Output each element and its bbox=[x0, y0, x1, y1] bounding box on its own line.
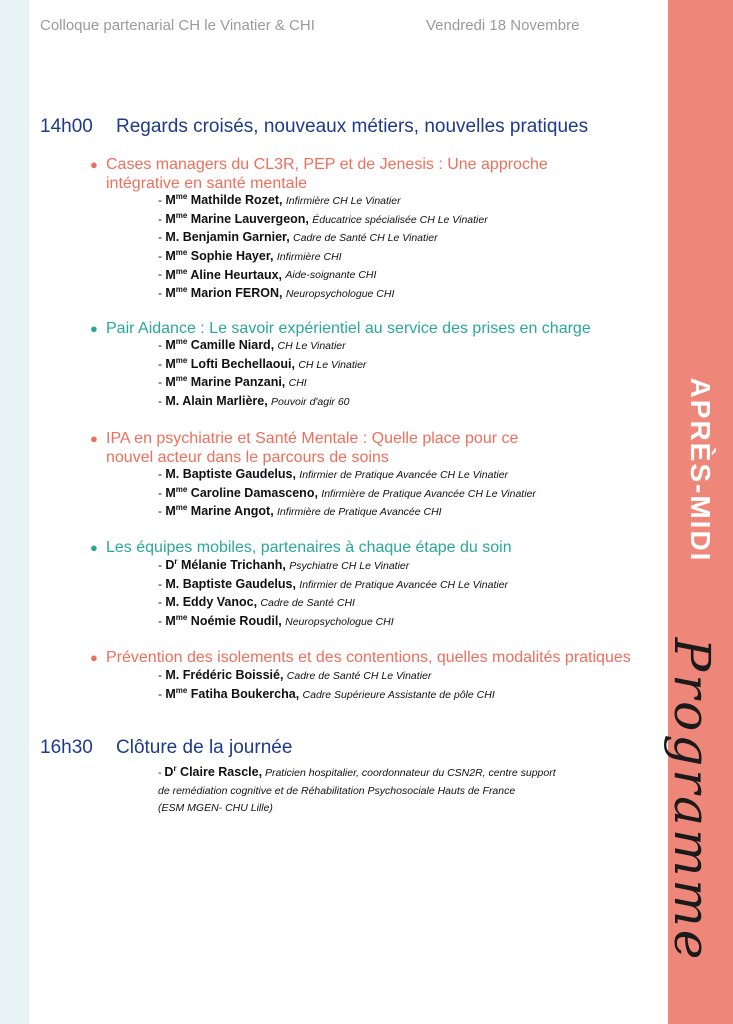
dash: - bbox=[158, 393, 162, 408]
speaker-title: M bbox=[165, 193, 176, 208]
topic-title-line: IPA en psychiatrie et Santé Mentale : Quelle place pour ce bbox=[106, 430, 519, 447]
speaker-fullname: Aline Heurtaux, bbox=[187, 267, 283, 282]
dash: - bbox=[158, 267, 162, 282]
speaker-list bbox=[158, 466, 536, 522]
speaker-title-sup: me bbox=[175, 337, 188, 346]
speaker-name bbox=[164, 765, 262, 779]
bullet-icon: ● bbox=[90, 540, 98, 555]
topic-ipa-psychiatrie bbox=[90, 429, 518, 467]
speaker-title-sup: me bbox=[175, 484, 188, 494]
speaker-fullname: Marine Angot, bbox=[187, 504, 274, 519]
speaker-title-sup: me bbox=[175, 503, 188, 513]
speaker-name bbox=[165, 357, 295, 371]
header-event-name: Colloque partenarial CH le Vinatier & CHI bbox=[40, 17, 315, 34]
speaker-name bbox=[165, 595, 257, 609]
page-header bbox=[40, 17, 640, 37]
dash: - bbox=[158, 485, 162, 500]
speaker-name bbox=[165, 249, 273, 263]
speaker-item bbox=[158, 485, 536, 504]
speaker-title: M bbox=[165, 211, 176, 226]
slot-time: 14h00 bbox=[40, 116, 93, 137]
speaker-role: Infirmière de Pratique Avancée CH Le Vinatier bbox=[321, 487, 536, 500]
speaker-role-line: Praticien hospitalier, coordonnateur du CSN2R, centre support bbox=[264, 767, 556, 780]
speaker-role: CH Le Vinatier bbox=[277, 340, 346, 353]
speaker-title: M bbox=[165, 504, 176, 519]
speaker-title: M bbox=[165, 267, 176, 282]
speaker-role: Psychiatre CH Le Vinatier bbox=[289, 560, 410, 573]
dash: - bbox=[158, 193, 162, 208]
speaker-item bbox=[158, 192, 488, 211]
speaker-title: M bbox=[165, 338, 176, 353]
speaker-title: M bbox=[165, 485, 176, 500]
dash: - bbox=[158, 211, 162, 226]
dash: - bbox=[158, 668, 162, 683]
topic-case-managers bbox=[90, 155, 548, 193]
speaker-fullname: Camille Niard, bbox=[187, 338, 275, 353]
speaker-role: Cadre de Santé CH Le Vinatier bbox=[293, 232, 438, 245]
dash: - bbox=[158, 230, 162, 245]
speaker-role-line: de remédiation cognitive et de Réhabilitation Psychosociale Hauts de France bbox=[158, 784, 516, 797]
speaker-title: M. bbox=[165, 668, 180, 683]
speaker-fullname: Sophie Hayer, bbox=[187, 248, 274, 263]
speaker-item bbox=[158, 266, 488, 285]
speaker-list bbox=[158, 192, 488, 304]
speaker-name bbox=[165, 687, 299, 701]
speaker-item bbox=[158, 466, 536, 485]
speaker-title: M bbox=[165, 375, 176, 390]
speaker-role: Cadre Supérieure Assistante de pôle CHI bbox=[302, 688, 495, 701]
speaker-list bbox=[158, 667, 495, 704]
speaker-title: D bbox=[164, 765, 174, 780]
speaker-fullname: Noémie Roudil, bbox=[187, 613, 282, 628]
speaker-name bbox=[165, 577, 296, 591]
speaker-role: Infirmière CHI bbox=[276, 250, 342, 263]
speaker-role: CH Le Vinatier bbox=[298, 358, 367, 371]
speaker-role: Infirmier de Pratique Avancée CH Le Vinatier bbox=[299, 578, 509, 591]
left-decorative-strip bbox=[0, 0, 29, 1024]
speaker-item bbox=[158, 613, 508, 632]
speaker-list bbox=[158, 337, 366, 411]
speaker-role: Pouvoir d'agir 60 bbox=[271, 395, 350, 408]
speaker-fullname: Frédéric Boissié, bbox=[179, 668, 284, 683]
speaker-title: M. bbox=[165, 576, 180, 591]
speaker-name bbox=[165, 286, 282, 300]
speaker-role: Aide-soignante CHI bbox=[285, 269, 377, 282]
speaker-title-sup: me bbox=[175, 192, 188, 201]
speaker-fullname: Fatiha Boukercha, bbox=[187, 686, 300, 701]
speaker-fullname: Marine Panzani, bbox=[187, 375, 286, 390]
speaker-role-line: (ESM MGEN- CHU Lille) bbox=[158, 802, 273, 815]
slot-time: 16h30 bbox=[40, 737, 93, 758]
slot-title: Clôture de la journée bbox=[116, 737, 293, 758]
speaker-role: CHI bbox=[288, 377, 307, 390]
bullet-icon: ● bbox=[90, 431, 98, 446]
dash: - bbox=[158, 613, 162, 628]
programme-script-title: Programme bbox=[663, 637, 721, 963]
speaker-title-sup: me bbox=[175, 355, 188, 365]
speaker-role: Infirmier de Pratique Avancée CH Le Vinatier bbox=[299, 469, 509, 482]
speaker-name bbox=[165, 394, 267, 408]
speaker-item bbox=[158, 686, 495, 705]
speaker-name bbox=[165, 504, 273, 518]
speaker-role: Infirmière CH Le Vinatier bbox=[285, 195, 401, 208]
speaker-role: Cadre de Santé CH Le Vinatier bbox=[286, 670, 432, 683]
dash: - bbox=[158, 338, 162, 353]
speaker-role: Neuropsychologue CHI bbox=[285, 615, 394, 628]
speaker-title: M bbox=[165, 248, 176, 263]
topic-title-line: intégrative en santé mentale bbox=[106, 175, 308, 192]
dash: - bbox=[158, 767, 162, 780]
speaker-title-sup: me bbox=[175, 374, 188, 384]
speaker-item bbox=[158, 356, 366, 375]
speaker-name bbox=[165, 268, 282, 282]
speaker-item bbox=[158, 576, 508, 595]
speaker-role: Neuropsychologue CHI bbox=[285, 288, 395, 301]
speaker-item bbox=[158, 229, 488, 248]
speaker-title: M bbox=[165, 356, 176, 371]
speaker-fullname: Benjamin Garnier, bbox=[179, 230, 290, 245]
topic-pair-aidance bbox=[90, 319, 591, 338]
speaker-fullname: Mathilde Rozet, bbox=[187, 193, 283, 208]
speaker-item bbox=[158, 285, 488, 304]
speaker-title-sup: me bbox=[175, 210, 188, 220]
speaker-title-sup: me bbox=[175, 247, 188, 257]
speaker-title-sup: me bbox=[175, 284, 188, 294]
speaker-name bbox=[165, 668, 283, 682]
speaker-title-sup: me bbox=[175, 612, 188, 622]
speaker-title: M. bbox=[165, 230, 180, 245]
speaker-item bbox=[158, 557, 508, 576]
speaker-item bbox=[158, 594, 508, 613]
speaker-item bbox=[158, 248, 488, 267]
dash: - bbox=[158, 558, 162, 573]
topic-title-line: Prévention des isolements et des contentions, quelles modalités pratiques bbox=[106, 649, 631, 666]
bullet-icon: ● bbox=[90, 650, 98, 665]
speaker-name bbox=[165, 212, 309, 226]
speaker-item bbox=[158, 211, 488, 230]
speaker-title-sup: r bbox=[173, 764, 177, 773]
bullet-icon: ● bbox=[90, 321, 98, 336]
speaker-item bbox=[158, 667, 495, 686]
speaker-fullname: Mélanie Trichanh, bbox=[177, 558, 286, 573]
speaker-title: M bbox=[165, 613, 176, 628]
dash: - bbox=[158, 504, 162, 519]
topic-title-line: Les équipes mobiles, partenaires à chaque étape du soin bbox=[106, 539, 512, 556]
speaker-role: Infirmière de Pratique Avancée CHI bbox=[277, 506, 442, 519]
dash: - bbox=[158, 356, 162, 371]
dash: - bbox=[158, 686, 162, 701]
speaker-name bbox=[165, 558, 286, 572]
speaker-name bbox=[165, 230, 289, 244]
dash: - bbox=[158, 576, 162, 591]
speaker-title: D bbox=[165, 558, 175, 573]
speaker-name bbox=[165, 338, 274, 352]
speaker-fullname: Marion FERON, bbox=[187, 286, 283, 301]
speaker-title: M. bbox=[165, 595, 180, 610]
speaker-name bbox=[165, 486, 318, 500]
topic-title-line: nouvel acteur dans le parcours de soins bbox=[106, 449, 389, 466]
speaker-name bbox=[165, 614, 281, 628]
dash: - bbox=[158, 375, 162, 390]
speaker-title: M. bbox=[165, 467, 180, 482]
topic-title-line: Cases managers du CL3R, PEP et de Jenesis : Une approche bbox=[106, 156, 548, 173]
topic-equipes-mobiles bbox=[90, 538, 512, 557]
dash: - bbox=[158, 595, 162, 610]
speaker-fullname: Eddy Vanoc, bbox=[179, 595, 258, 610]
closing-speaker bbox=[158, 760, 628, 818]
speaker-role: Cadre de Santé CHI bbox=[260, 597, 355, 610]
speaker-fullname: Marine Lauvergeon, bbox=[187, 211, 309, 226]
speaker-item bbox=[158, 374, 366, 393]
speaker-name bbox=[165, 467, 296, 481]
slot-title: Regards croisés, nouveaux métiers, nouvelles pratiques bbox=[116, 116, 589, 137]
speaker-title-sup: me bbox=[175, 266, 188, 276]
dash: - bbox=[158, 467, 162, 482]
speaker-fullname: Baptiste Gaudelus, bbox=[179, 467, 296, 482]
dash: - bbox=[158, 248, 162, 263]
speaker-name bbox=[165, 193, 282, 207]
topic-prevention-isolements bbox=[90, 648, 631, 667]
speaker-fullname: Claire Rascle, bbox=[176, 765, 263, 780]
apres-midi-vertical-title: APRÈS-MIDI bbox=[685, 377, 716, 563]
speaker-role: Éducatrice spécialisée CH Le Vinatier bbox=[312, 213, 488, 226]
speaker-fullname: Caroline Damasceno, bbox=[187, 485, 318, 500]
dash: - bbox=[158, 286, 162, 301]
speaker-fullname: Lofti Bechellaoui, bbox=[187, 356, 295, 371]
header-date: Vendredi 18 Novembre bbox=[426, 17, 580, 34]
speaker-title-sup: r bbox=[174, 557, 178, 566]
speaker-list bbox=[158, 557, 508, 631]
speaker-fullname: Alain Marlière, bbox=[179, 393, 268, 408]
speaker-item bbox=[158, 503, 536, 522]
speaker-name bbox=[165, 375, 285, 389]
speaker-item bbox=[158, 337, 366, 356]
speaker-title: M. bbox=[165, 393, 180, 408]
speaker-item bbox=[158, 393, 366, 412]
bullet-icon: ● bbox=[90, 157, 98, 172]
speaker-fullname: Baptiste Gaudelus, bbox=[179, 576, 296, 591]
speaker-title: M bbox=[165, 286, 176, 301]
speaker-title-sup: me bbox=[175, 685, 188, 695]
topic-title-line: Pair Aidance : Le savoir expérientiel au service des prises en charge bbox=[106, 320, 591, 337]
speaker-title: M bbox=[165, 686, 176, 701]
